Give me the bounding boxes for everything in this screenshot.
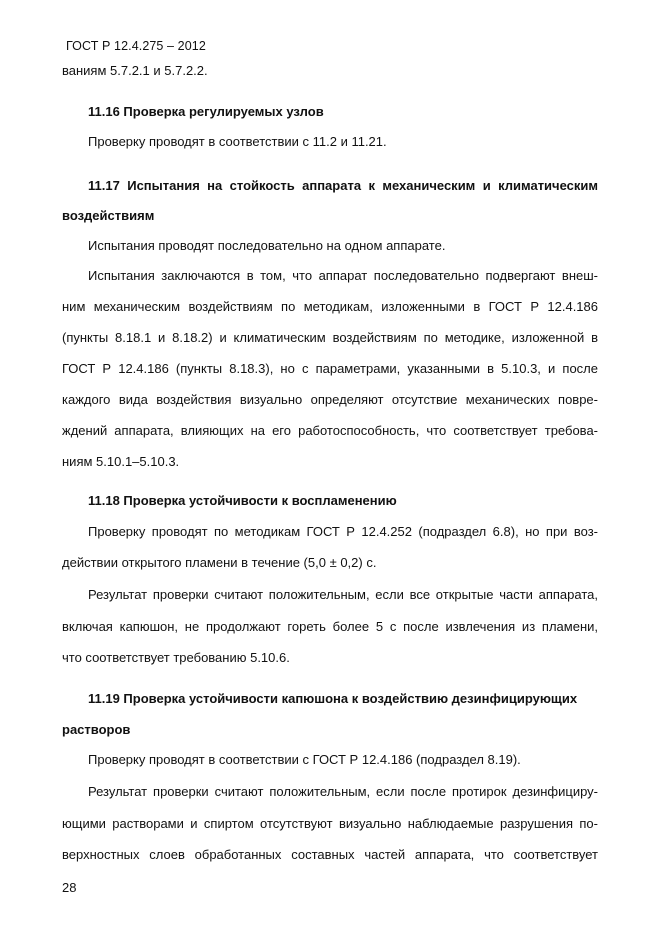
- section-heading-11-18: 11.18 Проверка устойчивости к воспламенению: [88, 493, 397, 508]
- section-heading-11-19-cont: растворов: [62, 722, 131, 737]
- paragraph-line: (пункты 8.18.1 и 8.18.2) и климатическим воздействиям по методике, изложенной в: [62, 330, 598, 345]
- paragraph-line: каждого вида воздействия визуально определяют отсутствие механических повре-: [62, 392, 598, 407]
- paragraph-line: что соответствует требованию 5.10.6.: [62, 650, 290, 665]
- section-heading-11-19: 11.19 Проверка устойчивости капюшона к воздействию дезинфицирующих: [88, 691, 578, 706]
- section-heading-11-17: 11.17 Испытания на стойкость аппарата к механическим и климатическим: [88, 178, 598, 193]
- paragraph-line: Проверку проводят в соответствии с 11.2 и 11.21.: [88, 134, 387, 149]
- paragraph-line: Испытания проводят последовательно на одном аппарате.: [88, 238, 446, 253]
- paragraph-line: Испытания заключаются в том, что аппарат последовательно подвергают внеш-: [88, 268, 598, 283]
- section-heading-11-17-cont: воздействиям: [62, 208, 155, 223]
- paragraph-line: Результат проверки считают положительным, если после протирок дезинфициру-: [88, 784, 598, 799]
- paragraph-line: ним механическим воздействиям по методикам, изложенными в ГОСТ Р 12.4.186: [62, 299, 598, 314]
- paragraph-line: Проверку проводят по методикам ГОСТ Р 12.4.252 (подраздел 6.8), но при воз-: [88, 524, 598, 539]
- paragraph-line: ГОСТ Р 12.4.186 (пункты 8.18.3), но с параметрами, указанными в 5.10.3, и после: [62, 361, 598, 376]
- paragraph-line: Результат проверки считают положительным, если все открытые части аппарата,: [88, 587, 598, 602]
- paragraph-line: ниям 5.10.1–5.10.3.: [62, 454, 180, 469]
- paragraph-line: ющими растворами и спиртом отсутствуют визуально наблюдаемые разрушения по-: [62, 816, 598, 831]
- paragraph-line: верхностных слоев обработанных составных частей аппарата, что соответствует: [62, 847, 598, 862]
- paragraph-line: Проверку проводят в соответствии с ГОСТ Р 12.4.186 (подраздел 8.19).: [88, 752, 521, 767]
- page-number: 28: [62, 880, 77, 895]
- paragraph-line: ждений аппарата, влияющих на его работоспособность, что соответствует требова-: [62, 423, 598, 438]
- text-line-continuation: ваниям 5.7.2.1 и 5.7.2.2.: [62, 63, 208, 78]
- paragraph-line: включая капюшон, не продолжают гореть более 5 с после извлечения из пламени,: [62, 619, 598, 634]
- section-heading-11-16: 11.16 Проверка регулируемых узлов: [88, 104, 324, 119]
- page-header-standard: ГОСТ Р 12.4.275 – 2012: [66, 39, 206, 53]
- paragraph-line: действии открытого пламени в течение (5,0 ± 0,2) с.: [62, 555, 377, 570]
